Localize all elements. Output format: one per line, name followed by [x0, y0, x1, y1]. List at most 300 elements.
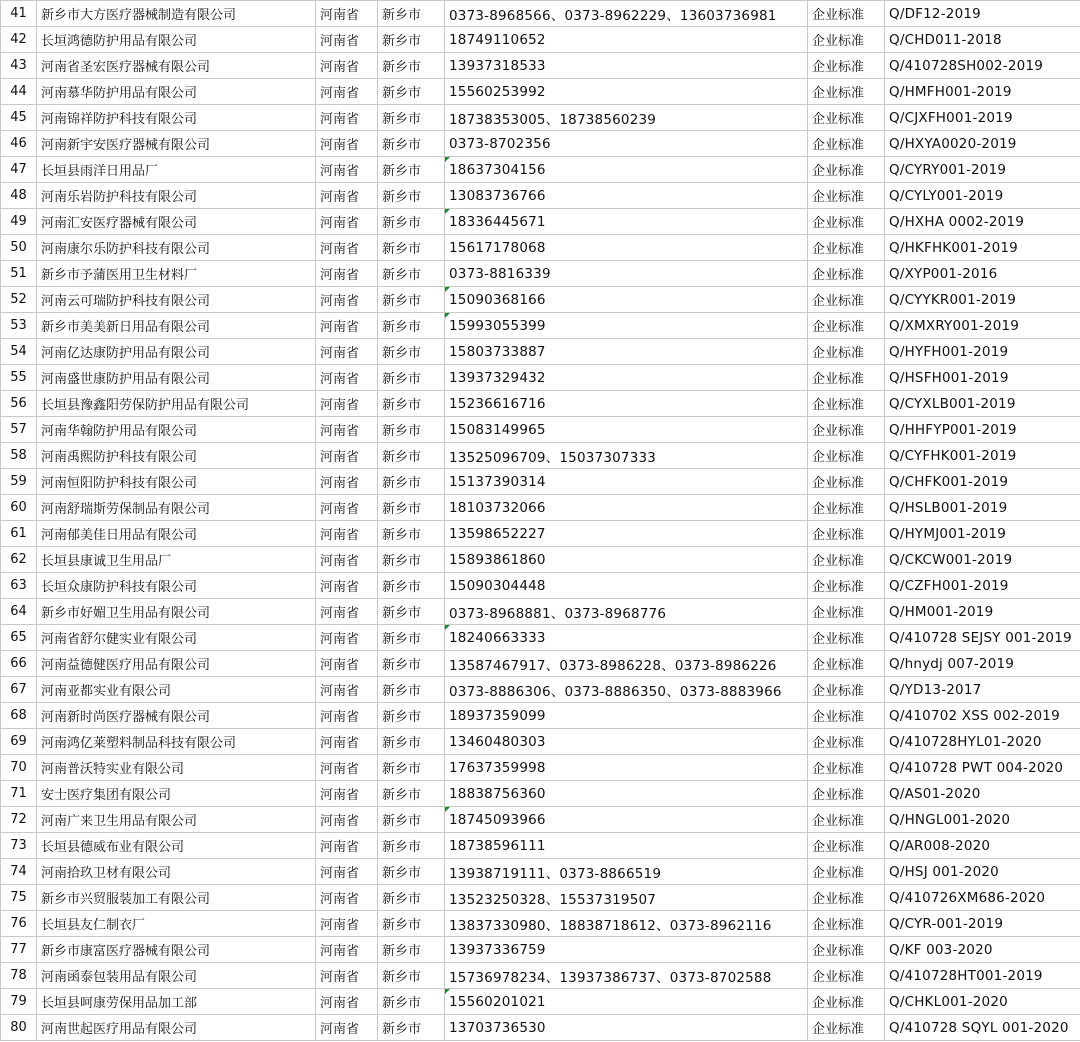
standard-type-cell[interactable] — [808, 53, 885, 79]
province-cell[interactable] — [316, 469, 378, 495]
row-number-cell[interactable] — [1, 911, 37, 937]
province-cell[interactable] — [316, 729, 378, 755]
company-name-cell[interactable] — [37, 937, 316, 963]
company-name-cell[interactable] — [37, 833, 316, 859]
city-cell[interactable] — [378, 859, 445, 885]
standard-type-cell[interactable] — [808, 1, 885, 27]
phone-cell[interactable] — [445, 573, 808, 599]
company-name-cell[interactable] — [37, 1015, 316, 1041]
row-number-cell[interactable] — [1, 235, 37, 261]
city-cell[interactable] — [378, 79, 445, 105]
standard-type-cell[interactable] — [808, 1015, 885, 1041]
phone-cell[interactable] — [445, 209, 808, 235]
company-name-cell[interactable] — [37, 963, 316, 989]
row-number-cell[interactable] — [1, 807, 37, 833]
standard-type-cell[interactable] — [808, 885, 885, 911]
row-number-cell[interactable] — [1, 131, 37, 157]
standard-code-cell[interactable] — [885, 755, 1080, 781]
province-cell[interactable] — [316, 287, 378, 313]
standard-type-cell[interactable] — [808, 391, 885, 417]
row-number-cell[interactable] — [1, 261, 37, 287]
phone-cell[interactable] — [445, 79, 808, 105]
standard-type-cell[interactable] — [808, 131, 885, 157]
company-name-cell[interactable] — [37, 53, 316, 79]
standard-type-cell[interactable] — [808, 547, 885, 573]
phone-cell[interactable] — [445, 469, 808, 495]
standard-code-cell[interactable] — [885, 339, 1080, 365]
cell-text: 新乡市美美新日用品有限公司 — [41, 320, 211, 335]
standard-code-cell[interactable] — [885, 287, 1080, 313]
city-cell[interactable] — [378, 287, 445, 313]
city-cell[interactable] — [378, 339, 445, 365]
phone-cell[interactable] — [445, 963, 808, 989]
phone-cell[interactable] — [445, 807, 808, 833]
row-number-cell[interactable] — [1, 443, 37, 469]
province-cell[interactable] — [316, 417, 378, 443]
province-cell[interactable] — [316, 105, 378, 131]
row-number-cell[interactable] — [1, 521, 37, 547]
phone-cell[interactable] — [445, 131, 808, 157]
row-number-cell[interactable] — [1, 53, 37, 79]
cell-text: 企业标准 — [812, 268, 865, 283]
row-number-cell[interactable] — [1, 937, 37, 963]
standard-type-cell[interactable] — [808, 859, 885, 885]
phone-cell[interactable] — [445, 781, 808, 807]
phone-cell[interactable] — [445, 339, 808, 365]
city-cell[interactable] — [378, 625, 445, 651]
standard-code-cell[interactable] — [885, 963, 1080, 989]
company-name-cell[interactable] — [37, 313, 316, 339]
company-name-cell[interactable] — [37, 729, 316, 755]
row-number-cell[interactable] — [1, 495, 37, 521]
province-cell[interactable] — [316, 27, 378, 53]
row-number-cell[interactable] — [1, 469, 37, 495]
province-cell[interactable] — [316, 859, 378, 885]
phone-cell[interactable] — [445, 989, 808, 1015]
standard-type-cell[interactable] — [808, 755, 885, 781]
standard-code-cell[interactable] — [885, 651, 1080, 677]
city-cell[interactable] — [378, 157, 445, 183]
row-number-cell[interactable] — [1, 599, 37, 625]
province-cell[interactable] — [316, 235, 378, 261]
company-name-cell[interactable] — [37, 261, 316, 287]
standard-type-cell[interactable] — [808, 443, 885, 469]
company-name-cell[interactable] — [37, 885, 316, 911]
company-name-cell[interactable] — [37, 27, 316, 53]
city-cell[interactable] — [378, 417, 445, 443]
city-cell[interactable] — [378, 989, 445, 1015]
standard-type-cell[interactable] — [808, 495, 885, 521]
standard-type-cell[interactable] — [808, 339, 885, 365]
cell-text: 新乡市好媚卫生用品有限公司 — [41, 606, 211, 621]
province-cell[interactable] — [316, 261, 378, 287]
company-name-cell[interactable] — [37, 235, 316, 261]
standard-code-cell[interactable] — [885, 79, 1080, 105]
row-number-cell[interactable] — [1, 729, 37, 755]
phone-cell[interactable] — [445, 235, 808, 261]
phone-cell[interactable] — [445, 287, 808, 313]
city-cell[interactable] — [378, 261, 445, 287]
city-cell[interactable] — [378, 495, 445, 521]
city-cell[interactable] — [378, 391, 445, 417]
standard-type-cell[interactable] — [808, 209, 885, 235]
standard-type-cell[interactable] — [808, 989, 885, 1015]
standard-code-cell[interactable] — [885, 209, 1080, 235]
city-cell[interactable] — [378, 1, 445, 27]
standard-type-cell[interactable] — [808, 313, 885, 339]
cell-text: 企业标准 — [812, 944, 865, 959]
row-number-cell[interactable] — [1, 547, 37, 573]
standard-code-cell[interactable] — [885, 131, 1080, 157]
standard-code-cell[interactable] — [885, 677, 1080, 703]
province-cell[interactable] — [316, 391, 378, 417]
standard-type-cell[interactable] — [808, 703, 885, 729]
row-number-cell[interactable] — [1, 287, 37, 313]
province-cell[interactable] — [316, 989, 378, 1015]
cell-text: Q/410728 PWT 004-2020 — [889, 759, 1064, 776]
company-name-cell[interactable] — [37, 365, 316, 391]
company-name-cell[interactable] — [37, 989, 316, 1015]
company-name-cell[interactable] — [37, 209, 316, 235]
standard-type-cell[interactable] — [808, 79, 885, 105]
standard-code-cell[interactable] — [885, 261, 1080, 287]
row-number-cell[interactable] — [1, 703, 37, 729]
standard-code-cell[interactable] — [885, 703, 1080, 729]
company-name-cell[interactable] — [37, 287, 316, 313]
province-cell[interactable] — [316, 755, 378, 781]
row-number-cell[interactable] — [1, 677, 37, 703]
phone-cell[interactable] — [445, 417, 808, 443]
standard-code-cell[interactable] — [885, 599, 1080, 625]
standard-type-cell[interactable] — [808, 157, 885, 183]
province-cell[interactable] — [316, 885, 378, 911]
phone-cell[interactable] — [445, 105, 808, 131]
row-number-cell[interactable] — [1, 651, 37, 677]
standard-type-cell[interactable] — [808, 261, 885, 287]
cell-text: 48 — [10, 188, 27, 203]
phone-cell[interactable] — [445, 677, 808, 703]
company-name-cell[interactable] — [37, 1, 316, 27]
standard-type-cell[interactable] — [808, 27, 885, 53]
province-cell[interactable] — [316, 807, 378, 833]
phone-cell[interactable] — [445, 313, 808, 339]
city-cell[interactable] — [378, 235, 445, 261]
company-name-cell[interactable] — [37, 339, 316, 365]
standard-type-cell[interactable] — [808, 807, 885, 833]
city-cell[interactable] — [378, 781, 445, 807]
city-cell[interactable] — [378, 677, 445, 703]
province-cell[interactable] — [316, 573, 378, 599]
company-name-cell[interactable] — [37, 105, 316, 131]
cell-text: Q/410726XM686-2020 — [889, 889, 1046, 906]
cell-text: 河南省 — [320, 554, 360, 569]
row-number-cell[interactable] — [1, 209, 37, 235]
cell-text: 长垣众康防护科技有限公司 — [41, 580, 198, 595]
standard-code-cell[interactable] — [885, 781, 1080, 807]
standard-code-cell[interactable] — [885, 729, 1080, 755]
city-cell[interactable] — [378, 131, 445, 157]
company-name-cell[interactable] — [37, 625, 316, 651]
row-number-cell[interactable] — [1, 79, 37, 105]
city-cell[interactable] — [378, 729, 445, 755]
company-name-cell[interactable] — [37, 391, 316, 417]
company-name-cell[interactable] — [37, 417, 316, 443]
row-number-cell[interactable] — [1, 755, 37, 781]
row-number-cell[interactable] — [1, 27, 37, 53]
province-cell[interactable] — [316, 547, 378, 573]
standard-type-cell[interactable] — [808, 287, 885, 313]
phone-cell[interactable] — [445, 1015, 808, 1041]
standard-type-cell[interactable] — [808, 729, 885, 755]
row-number-cell[interactable] — [1, 989, 37, 1015]
phone-cell[interactable] — [445, 27, 808, 53]
city-cell[interactable] — [378, 521, 445, 547]
city-cell[interactable] — [378, 755, 445, 781]
province-cell[interactable] — [316, 651, 378, 677]
standard-code-cell[interactable] — [885, 469, 1080, 495]
company-name-cell[interactable] — [37, 547, 316, 573]
standard-code-cell[interactable] — [885, 417, 1080, 443]
province-cell[interactable] — [316, 521, 378, 547]
province-cell[interactable] — [316, 677, 378, 703]
province-cell[interactable] — [316, 183, 378, 209]
cell-text: 河南省 — [320, 190, 360, 205]
company-name-cell[interactable] — [37, 495, 316, 521]
company-name-cell[interactable] — [37, 651, 316, 677]
phone-cell[interactable] — [445, 495, 808, 521]
province-cell[interactable] — [316, 703, 378, 729]
province-cell[interactable] — [316, 1, 378, 27]
row-number-cell[interactable] — [1, 833, 37, 859]
city-cell[interactable] — [378, 105, 445, 131]
phone-cell[interactable] — [445, 443, 808, 469]
standard-code-cell[interactable] — [885, 625, 1080, 651]
standard-code-cell[interactable] — [885, 859, 1080, 885]
company-name-cell[interactable] — [37, 157, 316, 183]
standard-code-cell[interactable] — [885, 183, 1080, 209]
company-name-cell[interactable] — [37, 443, 316, 469]
row-number-cell[interactable] — [1, 963, 37, 989]
standard-type-cell[interactable] — [808, 781, 885, 807]
standard-type-cell[interactable] — [808, 365, 885, 391]
phone-cell[interactable] — [445, 651, 808, 677]
phone-cell[interactable] — [445, 521, 808, 547]
city-cell[interactable] — [378, 1015, 445, 1041]
standard-code-cell[interactable] — [885, 27, 1080, 53]
standard-type-cell[interactable] — [808, 573, 885, 599]
province-cell[interactable] — [316, 209, 378, 235]
cell-text: 河南汇安医疗器械有限公司 — [41, 216, 198, 231]
standard-type-cell[interactable] — [808, 417, 885, 443]
row-number-cell[interactable] — [1, 183, 37, 209]
company-name-cell[interactable] — [37, 807, 316, 833]
standard-code-cell[interactable] — [885, 573, 1080, 599]
standard-code-cell[interactable] — [885, 443, 1080, 469]
phone-cell[interactable] — [445, 53, 808, 79]
standard-type-cell[interactable] — [808, 651, 885, 677]
city-cell[interactable] — [378, 573, 445, 599]
row-number-cell[interactable] — [1, 157, 37, 183]
city-cell[interactable] — [378, 443, 445, 469]
province-cell[interactable] — [316, 963, 378, 989]
standard-type-cell[interactable] — [808, 625, 885, 651]
standard-code-cell[interactable] — [885, 911, 1080, 937]
standard-type-cell[interactable] — [808, 105, 885, 131]
city-cell[interactable] — [378, 963, 445, 989]
phone-cell[interactable] — [445, 729, 808, 755]
city-cell[interactable] — [378, 27, 445, 53]
city-cell[interactable] — [378, 911, 445, 937]
standard-type-cell[interactable] — [808, 937, 885, 963]
standard-code-cell[interactable] — [885, 807, 1080, 833]
city-cell[interactable] — [378, 807, 445, 833]
standard-code-cell[interactable] — [885, 105, 1080, 131]
standard-code-cell[interactable] — [885, 885, 1080, 911]
province-cell[interactable] — [316, 313, 378, 339]
phone-cell[interactable] — [445, 599, 808, 625]
cell-text: 新乡市 — [382, 944, 422, 959]
province-cell[interactable] — [316, 1015, 378, 1041]
city-cell[interactable] — [378, 937, 445, 963]
standard-type-cell[interactable] — [808, 521, 885, 547]
standard-code-cell[interactable] — [885, 937, 1080, 963]
company-name-cell[interactable] — [37, 677, 316, 703]
province-cell[interactable] — [316, 599, 378, 625]
province-cell[interactable] — [316, 365, 378, 391]
city-cell[interactable] — [378, 209, 445, 235]
phone-cell[interactable] — [445, 547, 808, 573]
phone-cell[interactable] — [445, 157, 808, 183]
standard-code-cell[interactable] — [885, 495, 1080, 521]
province-cell[interactable] — [316, 53, 378, 79]
phone-cell[interactable] — [445, 1, 808, 27]
province-cell[interactable] — [316, 131, 378, 157]
standard-code-cell[interactable] — [885, 1, 1080, 27]
standard-code-cell[interactable] — [885, 989, 1080, 1015]
city-cell[interactable] — [378, 53, 445, 79]
city-cell[interactable] — [378, 183, 445, 209]
standard-type-cell[interactable] — [808, 599, 885, 625]
company-name-cell[interactable] — [37, 131, 316, 157]
row-number-cell[interactable] — [1, 391, 37, 417]
phone-cell[interactable] — [445, 703, 808, 729]
city-cell[interactable] — [378, 469, 445, 495]
row-number-cell[interactable] — [1, 1015, 37, 1041]
standard-code-cell[interactable] — [885, 235, 1080, 261]
row-number-cell[interactable] — [1, 859, 37, 885]
standard-code-cell[interactable] — [885, 833, 1080, 859]
company-name-cell[interactable] — [37, 573, 316, 599]
standard-code-cell[interactable] — [885, 53, 1080, 79]
row-number-cell[interactable] — [1, 339, 37, 365]
phone-cell[interactable] — [445, 183, 808, 209]
row-number-cell[interactable] — [1, 1, 37, 27]
company-name-cell[interactable] — [37, 859, 316, 885]
phone-cell[interactable] — [445, 365, 808, 391]
phone-cell[interactable] — [445, 391, 808, 417]
standard-type-cell[interactable] — [808, 911, 885, 937]
row-number-cell[interactable] — [1, 313, 37, 339]
company-name-cell[interactable] — [37, 911, 316, 937]
standard-code-cell[interactable] — [885, 313, 1080, 339]
cell-text: 河南锦祥防护科技有限公司 — [41, 112, 198, 127]
phone-cell[interactable] — [445, 833, 808, 859]
standard-type-cell[interactable] — [808, 183, 885, 209]
standard-code-cell[interactable] — [885, 547, 1080, 573]
company-name-cell[interactable] — [37, 755, 316, 781]
row-number-cell[interactable] — [1, 885, 37, 911]
city-cell[interactable] — [378, 703, 445, 729]
city-cell[interactable] — [378, 365, 445, 391]
cell-text: 68 — [10, 708, 27, 723]
standard-code-cell[interactable] — [885, 1015, 1080, 1041]
province-cell[interactable] — [316, 79, 378, 105]
city-cell[interactable] — [378, 313, 445, 339]
province-cell[interactable] — [316, 495, 378, 521]
province-cell[interactable] — [316, 157, 378, 183]
company-name-cell[interactable] — [37, 469, 316, 495]
standard-type-cell[interactable] — [808, 677, 885, 703]
row-number-cell[interactable] — [1, 781, 37, 807]
row-number-cell[interactable] — [1, 417, 37, 443]
phone-cell[interactable] — [445, 859, 808, 885]
standard-code-cell[interactable] — [885, 157, 1080, 183]
phone-cell[interactable] — [445, 911, 808, 937]
row-number-cell[interactable] — [1, 625, 37, 651]
row-number-cell[interactable] — [1, 105, 37, 131]
phone-cell[interactable] — [445, 937, 808, 963]
table-row — [1, 469, 1080, 495]
province-cell[interactable] — [316, 911, 378, 937]
company-name-cell[interactable] — [37, 79, 316, 105]
phone-cell[interactable] — [445, 625, 808, 651]
cell-text: Q/410728HYL01-2020 — [889, 733, 1042, 750]
standard-code-cell[interactable] — [885, 521, 1080, 547]
cell-text: 河南省 — [320, 892, 360, 907]
company-name-cell[interactable] — [37, 521, 316, 547]
phone-cell[interactable] — [445, 755, 808, 781]
phone-cell[interactable] — [445, 261, 808, 287]
province-cell[interactable] — [316, 339, 378, 365]
province-cell[interactable] — [316, 443, 378, 469]
company-name-cell[interactable] — [37, 703, 316, 729]
company-name-cell[interactable] — [37, 781, 316, 807]
standard-type-cell[interactable] — [808, 963, 885, 989]
province-cell[interactable] — [316, 781, 378, 807]
row-number-cell[interactable] — [1, 365, 37, 391]
province-cell[interactable] — [316, 625, 378, 651]
table-row — [1, 339, 1080, 365]
company-name-cell[interactable] — [37, 183, 316, 209]
standard-code-cell[interactable] — [885, 391, 1080, 417]
province-cell[interactable] — [316, 937, 378, 963]
city-cell[interactable] — [378, 885, 445, 911]
standard-type-cell[interactable] — [808, 469, 885, 495]
city-cell[interactable] — [378, 599, 445, 625]
cell-text: 13598652227 — [449, 525, 546, 542]
province-cell[interactable] — [316, 833, 378, 859]
city-cell[interactable] — [378, 547, 445, 573]
standard-type-cell[interactable] — [808, 235, 885, 261]
phone-cell[interactable] — [445, 885, 808, 911]
city-cell[interactable] — [378, 833, 445, 859]
standard-code-cell[interactable] — [885, 365, 1080, 391]
cell-text: Q/CYRY001-2019 — [889, 161, 1007, 178]
row-number-cell[interactable] — [1, 573, 37, 599]
city-cell[interactable] — [378, 651, 445, 677]
company-name-cell[interactable] — [37, 599, 316, 625]
standard-type-cell[interactable] — [808, 833, 885, 859]
